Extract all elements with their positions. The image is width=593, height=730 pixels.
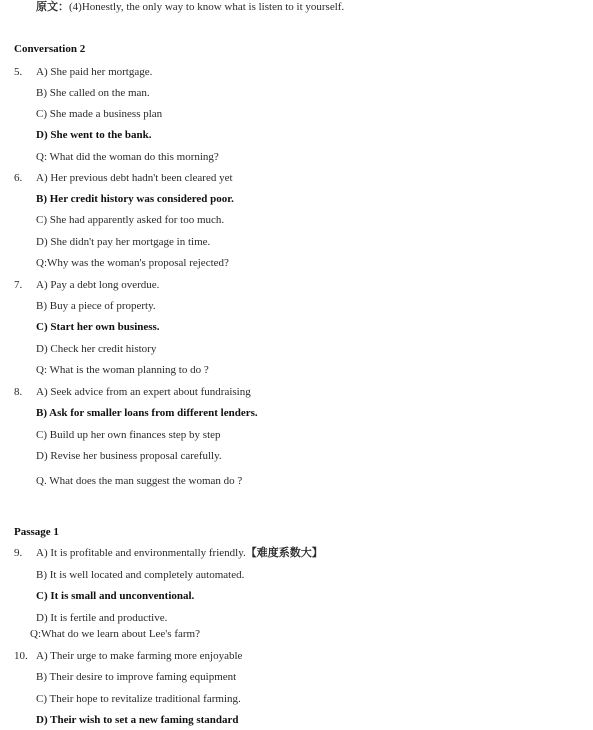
option-d: D) Check her credit history <box>36 343 157 355</box>
option-a: A) Pay a debt long overdue. <box>36 279 160 291</box>
question-number: 10. <box>14 650 28 662</box>
original-text: (4)Honestly, the only way to know what is listen to it yourself. <box>69 1 345 13</box>
option-c: C) Build up her own finances step by step <box>36 429 221 441</box>
question-text: Q:Why was the woman's proposal rejected? <box>36 257 229 269</box>
question-text: Q: What did the woman do this morning? <box>36 151 219 163</box>
conversation-2-heading: Conversation 2 <box>14 43 86 55</box>
original-line <box>36 0 344 14</box>
option-d: D) It is fertile and productive. <box>36 612 168 624</box>
question-number: 8. <box>14 386 23 398</box>
question-number: 9. <box>14 547 23 559</box>
option-d-answer: D) Their wish to set a new faming standard <box>36 714 239 726</box>
question-number: 5. <box>14 66 23 78</box>
question-text: Q:What do we learn about Lee's farm? <box>30 628 200 640</box>
option-d-answer: D) She went to the bank. <box>36 129 152 141</box>
option-b: B) She called on the man. <box>36 87 150 99</box>
option-c: C) Their hope to revitalize traditional farming. <box>36 693 241 705</box>
option-a: A) She paid her mortgage. <box>36 66 153 78</box>
option-b-answer: B) Her credit history was considered poor. <box>36 193 234 205</box>
original-label: 原文： <box>36 0 69 13</box>
option-c-answer: C) Start her own business. <box>36 321 160 333</box>
option-a <box>36 546 323 560</box>
option-c-answer: C) It is small and unconventional. <box>36 590 195 602</box>
question-text: Q. What does the man suggest the woman do ? <box>36 475 243 487</box>
option-a: A) Their urge to make farming more enjoyable <box>36 650 243 662</box>
question-text: Q: What is the woman planning to do ? <box>36 364 209 376</box>
passage-1-heading: Passage 1 <box>14 526 59 538</box>
option-b-answer: B) Ask for smaller loans from different lenders. <box>36 407 258 419</box>
question-number: 6. <box>14 172 23 184</box>
option-a: A) Her previous debt hadn't been cleared yet <box>36 172 233 184</box>
option-b: B) It is well located and completely automated. <box>36 569 245 581</box>
option-d: D) She didn't pay her mortgage in time. <box>36 236 211 248</box>
option-c: C) She made a business plan <box>36 108 163 120</box>
difficulty-tag: 【难度系数大】 <box>245 546 323 559</box>
option-d: D) Revise her business proposal carefully. <box>36 450 222 462</box>
question-number: 7. <box>14 279 23 291</box>
option-c: C) She had apparently asked for too much. <box>36 214 225 226</box>
option-a-text: A) It is profitable and environmentally friendly. <box>36 547 246 559</box>
option-b: B) Buy a piece of property. <box>36 300 156 312</box>
option-b: B) Their desire to improve faming equipment <box>36 671 237 683</box>
option-a: A) Seek advice from an expert about fundraising <box>36 386 251 398</box>
